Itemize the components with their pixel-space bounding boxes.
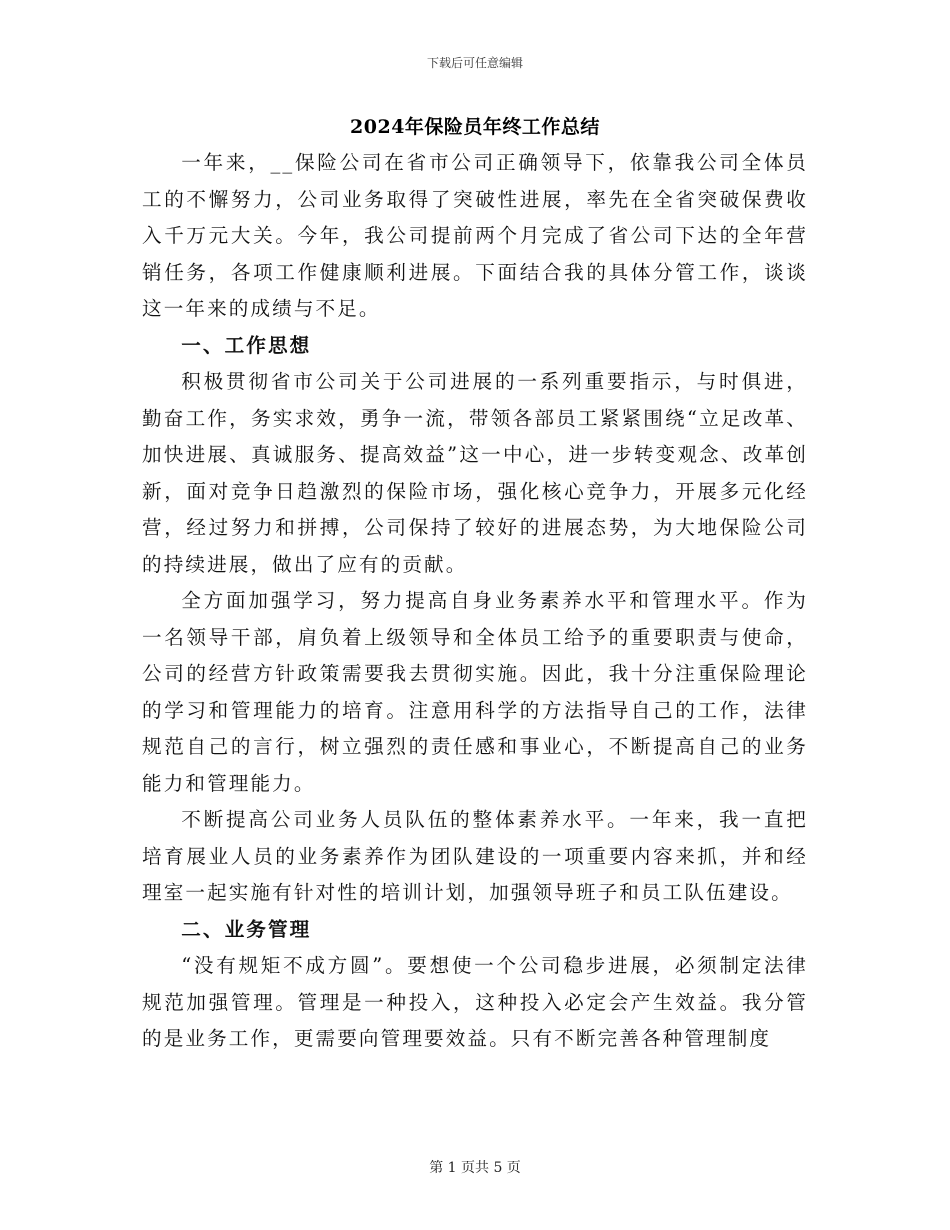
paragraph-team-quality: 不断提高公司业务人员队伍的整体素养水平。一年来，我一直把培育展业人员的业务素养作为团队建设的一项重要内容来抓，并和经理室一起实施有针对性的培训计划，加强领导班子和员工队伍建设。 xyxy=(142,808,808,904)
paragraph-work-thinking: 积极贯彻省市公司关于公司进展的一系列重要指示，与时俱进，勤奋工作，务实求效，勇争一流，带领各部员工紧紧围绕“立足改革、加快进展、真诚服务、提高效益”这一中心，进一步转变观念、改革创新，面对竞争日趋激烈的保险市场，强化核心竞争力，开展多元化经营，经过努力和拼搏，公司保持了较好的进展态势，为大地保险公司的持续进展，做出了应有的贡献。 xyxy=(142,370,808,576)
paragraph-rules: “没有规矩不成方圆”。要想使一个公司稳步进展，必须制定法律规范加强管理。管理是一种投入，这种投入必定会产生效益。我分管的是业务工作，更需要向管理要效益。只有不断完善各种管理制度 xyxy=(142,954,808,1050)
page-number: 第 1 页共 5 页 xyxy=(429,1160,521,1176)
document-body xyxy=(142,145,808,1058)
paragraph-learning: 全方面加强学习，努力提高自身业务素养水平和管理水平。作为一名领导干部，肩负着上级领导和全体员工给予的重要职责与使命，公司的经营方针政策需要我去贯彻实施。因此，我十分注重保险理论的学习和管理能力的培育。注意用科学的方法指导自己的工作，法律规范自己的言行，树立强烈的责任感和事业心，不断提高自己的业务能力和管理能力。 xyxy=(142,589,808,795)
page-title: 2024年保险员年终工作总结 xyxy=(350,116,600,138)
section-heading-work-thinking: 一、工作思想 xyxy=(181,333,312,357)
paragraph-intro: 一年来，__保险公司在省市公司正确领导下，依靠我公司全体员工的不懈努力，公司业务取得了突破性进展，率先在全省突破保费收入千万元大关。今年，我公司提前两个月完成了省公司下达的全年营销任务，各项工作健康顺利进展。下面结合我的具体分管工作，谈谈这一年来的成绩与不足。 xyxy=(142,151,808,320)
header-note: 下载后可任意编辑 xyxy=(426,56,523,70)
section-heading-business-management: 二、业务管理 xyxy=(181,917,312,941)
